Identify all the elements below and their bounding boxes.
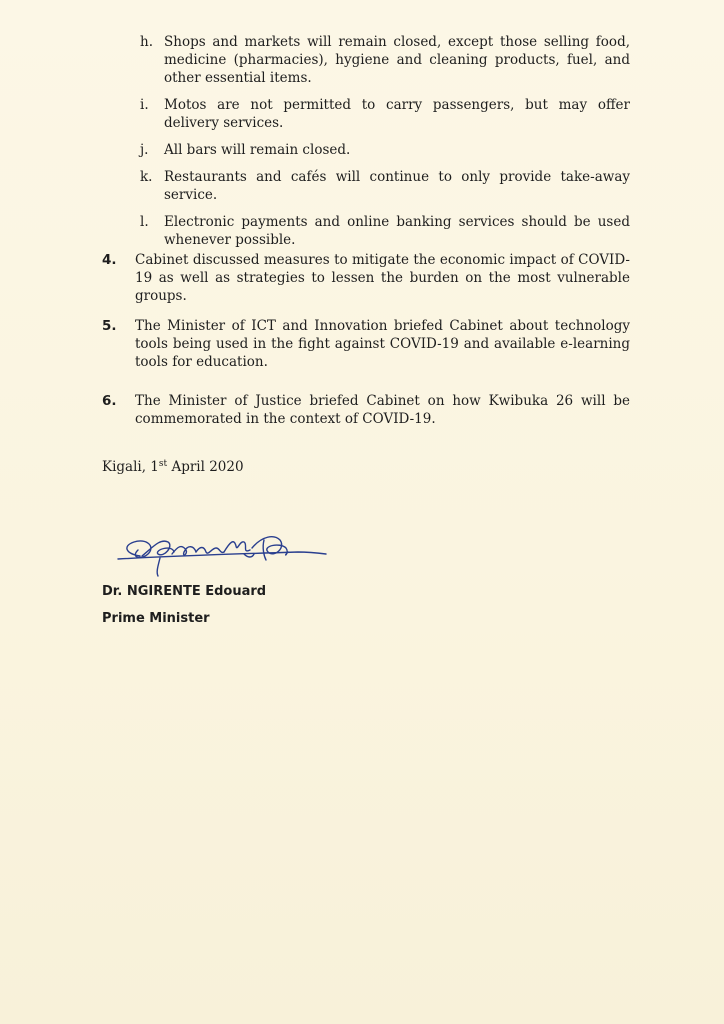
- signer-title: Prime Minister: [102, 611, 210, 626]
- item-text: The Minister of Justice briefed Cabinet on how Kwibuka 26 will be commemorated in the context of COVID-19.: [135, 393, 630, 427]
- list-item: [140, 213, 630, 249]
- list-marker: k.: [140, 169, 153, 185]
- list-item-text: All bars will remain closed.: [164, 142, 351, 158]
- measures-sublist: [140, 33, 630, 258]
- list-item: [140, 141, 630, 159]
- item-number: 4.: [102, 252, 117, 268]
- ordinal-suffix: st: [158, 459, 168, 469]
- place-and-date: [102, 458, 244, 476]
- list-item: [140, 33, 630, 87]
- numbered-item-4: [102, 251, 630, 305]
- list-marker: i.: [140, 97, 149, 113]
- list-item: [140, 96, 630, 132]
- list-marker: h.: [140, 34, 153, 50]
- date-text: April 2020: [167, 459, 244, 475]
- list-item-text: Restaurants and cafés will continue to only provide take-away service.: [164, 169, 630, 203]
- item-number: 5.: [102, 318, 117, 334]
- list-item-text: Electronic payments and online banking services should be used whenever possible.: [164, 214, 630, 248]
- item-text: Cabinet discussed measures to mitigate the economic impact of COVID-19 as well as strategies to lessen the burden on the most vulnerable groups.: [135, 252, 630, 304]
- numbered-item-5: [102, 317, 630, 371]
- signature-image: [112, 518, 342, 584]
- item-number: 6.: [102, 393, 117, 409]
- list-marker: j.: [140, 142, 149, 158]
- numbered-item-6: [102, 392, 630, 428]
- place-text: Kigali, 1: [102, 459, 159, 475]
- list-marker: l.: [140, 214, 149, 230]
- item-text: The Minister of ICT and Innovation briefed Cabinet about technology tools being used in the fight against COVID-19 and available e-learning tools for education.: [135, 318, 630, 370]
- list-item: [140, 168, 630, 204]
- signer-name: Dr. NGIRENTE Edouard: [102, 584, 267, 599]
- list-item-text: Shops and markets will remain closed, except those selling food, medicine (pharmacies), hygiene and cleaning products, fuel, and other essential items.: [164, 34, 630, 86]
- list-item-text: Motos are not permitted to carry passengers, but may offer delivery services.: [164, 97, 630, 131]
